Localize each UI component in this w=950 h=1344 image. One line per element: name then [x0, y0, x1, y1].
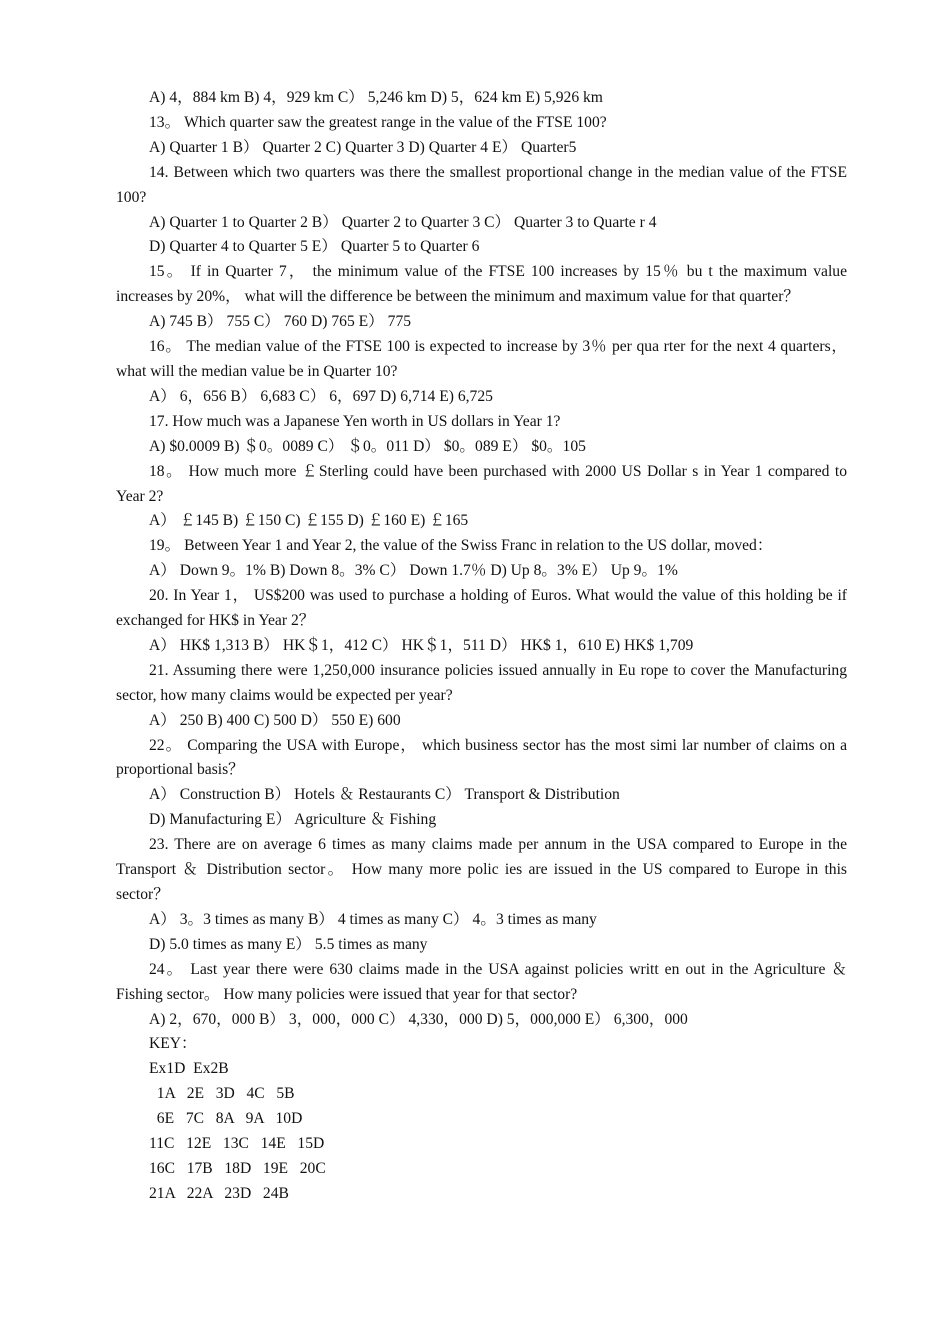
text-line: A） 3。3 times as many B） 4 times as many C） 4。3 times as many [149, 910, 597, 928]
text-line: 20. In Year 1， US$200 was used to purchase a holding of Euros. What would the value of this holding be if exchanged for HK$ in Year 2？ [116, 587, 847, 630]
text-line: 22。 Comparing the USA with Europe， which business sector has the most simi lar number of claims on a proportional basis？ [116, 736, 847, 779]
question-text [116, 86, 847, 1057]
text-line: A) Quarter 1 B） Quarter 2 C) Quarter 3 D) Quarter 4 E） Quarter5 [149, 138, 577, 156]
text-line: 21. Assuming there were 1,250,000 insurance policies issued annually in Eu rope to cover the Manufacturing sector, how many claims would be expected per year? [116, 661, 847, 704]
text-line: A） Construction B） Hotels ＆ Restaurants C） Transport & Distribution [149, 786, 620, 804]
text-line: A) $0.0009 B) ＄0。0089 C） ＄0。011 D） $0。089 E） $0。105 [149, 437, 586, 455]
text-line: A） 250 B) 400 C) 500 D） 550 E) 600 [149, 711, 401, 729]
text-line: D) 5.0 times as many E） 5.5 times as many [149, 935, 428, 953]
text-line: A) Quarter 1 to Quarter 2 B） Quarter 2 to Quarter 3 C） Quarter 3 to Quarte r 4 [149, 213, 657, 231]
answer-key-line: 16C 17B 18D 19E 20C [149, 1159, 326, 1177]
text-line: 17. How much was a Japanese Yen worth in US dollars in Year 1? [149, 412, 561, 430]
text-line: A） Down 9。1% B) Down 8。3% C） Down 1.7％ D) Up 8。3% E） Up 9。1% [149, 562, 678, 580]
answer-key-line: 11C 12E 13C 14E 15D [149, 1135, 325, 1153]
text-line: A) 2，670，000 B） 3，000，000 C） 4,330，000 D) 5，000,000 E） 6,300，000 [149, 1010, 688, 1028]
text-line: A） 6，656 B） 6,683 C） 6，697 D) 6,714 E) 6,725 [149, 387, 493, 405]
text-line: A） ￡145 B) ￡150 C) ￡155 D) ￡160 E) ￡165 [149, 512, 469, 530]
text-line: 23. There are on average 6 times as many claims made per annum in the USA compared to Europe in the Transport ＆ Distribution sector。 How many more polic ies are issued in the US compared to Europe in this sector？ [116, 836, 847, 903]
text-line: 18。 How much more ￡Sterling could have been purchased with 2000 US Dollar s in Year 1 compared to Year 2? [116, 462, 847, 505]
text-line: D) Quarter 4 to Quarter 5 E） Quarter 5 to Quarter 6 [149, 238, 480, 256]
answer-key-line: 6E 7C 8A 9A 10D [149, 1110, 303, 1128]
text-line: D) Manufacturing E） Agriculture ＆ Fishing [149, 811, 437, 829]
answer-key-line: Ex1D Ex2B [149, 1060, 229, 1078]
text-line: 15。 If in Quarter 7， the minimum value of the FTSE 100 increases by 15％ bu t the maximum value increases by 20%， what will the difference be between the minimum and maximum value for that quarter？ [116, 263, 847, 306]
document-page [116, 86, 847, 1207]
text-line: 19。 Between Year 1 and Year 2, the value of the Swiss Franc in relation to the US dollar, moved： [149, 537, 773, 555]
text-line: 13。 Which quarter saw the greatest range in the value of the FTSE 100? [149, 113, 607, 131]
answer-key-line: 21A 22A 23D 24B [149, 1184, 289, 1202]
text-line: 24。 Last year there were 630 claims made in the USA against policies writt en out in the Agriculture ＆ Fishing sector。 How many policies were issued that year for that sector? [116, 960, 847, 1003]
answer-key-line: 1A 2E 3D 4C 5B [149, 1085, 295, 1103]
text-line: A） HK$ 1,313 B） HK＄1，412 C） HK＄1，511 D） HK$ 1，610 E) HK$ 1,709 [149, 636, 694, 654]
text-line: 14. Between which two quarters was there the smallest proportional change in the median value of the FTSE 100? [116, 163, 847, 206]
answer-key [116, 1057, 847, 1206]
text-line: A) 745 B） 755 C） 760 D) 765 E） 775 [149, 313, 412, 331]
text-line: A) 4，884 km B) 4，929 km C） 5,246 km D) 5，624 km E) 5,926 km [149, 89, 603, 106]
text-line: KEY： [149, 1035, 197, 1053]
text-line: 16。 The median value of the FTSE 100 is expected to increase by 3％ per qua rter for the next 4 quarters， what will the median value be in Quarter 10? [116, 338, 847, 380]
